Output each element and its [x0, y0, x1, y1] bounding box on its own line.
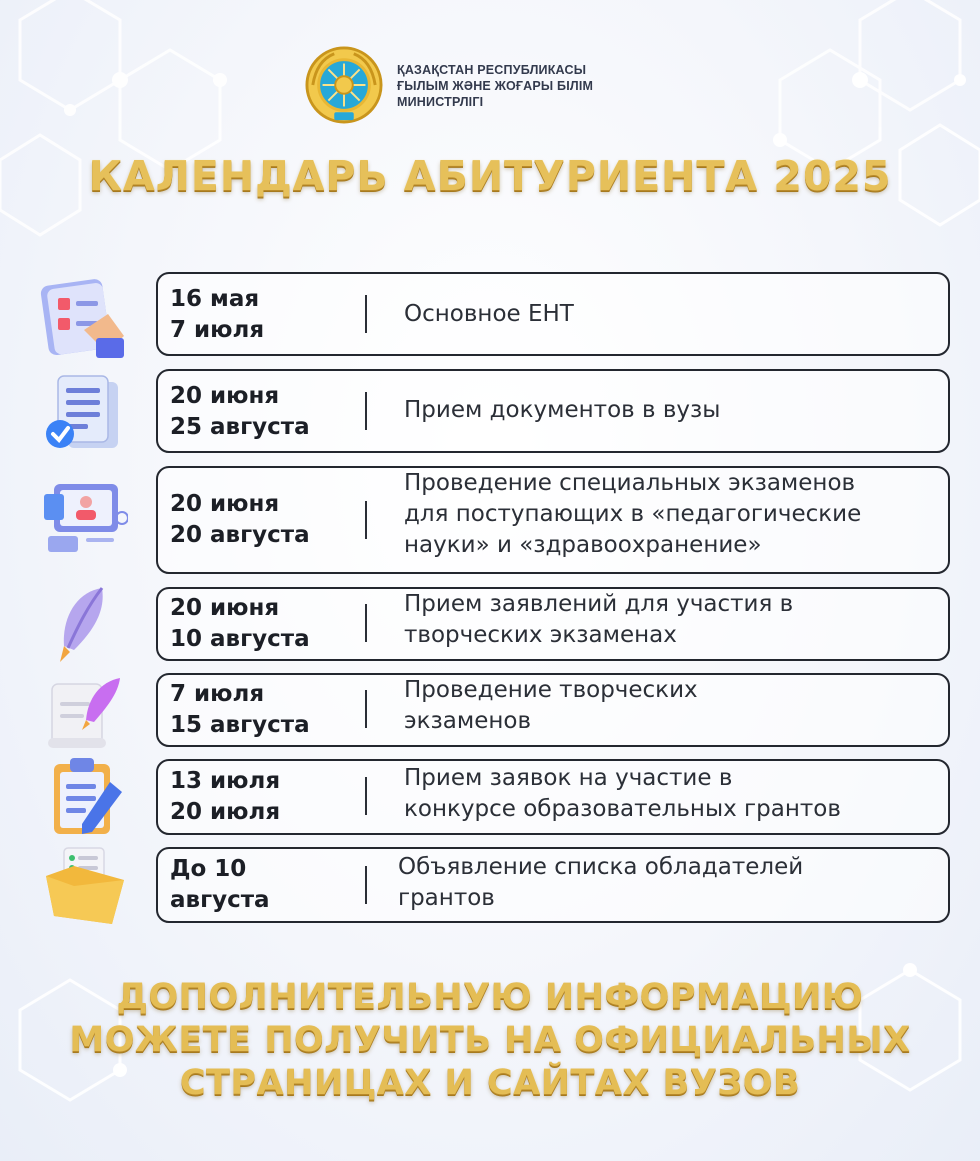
date-range	[170, 766, 280, 828]
date-range	[170, 679, 310, 741]
online-profile-icon	[38, 476, 128, 566]
divider	[365, 295, 367, 333]
event-description	[404, 468, 861, 561]
schedule-card-4	[156, 587, 950, 661]
ministry-line-3: МИНИСТРЛІГІ	[397, 95, 484, 109]
divider	[365, 690, 367, 728]
schedule-card-2	[156, 369, 950, 453]
date-start: 16 мая	[170, 286, 260, 312]
description-line: грантов	[398, 885, 495, 911]
footer-line-1: ДОПОЛНИТЕЛЬНУЮ ИНФОРМАЦИЮ	[116, 977, 864, 1017]
date-end: 10 августа	[170, 626, 310, 652]
divider	[365, 777, 367, 815]
date-range	[170, 854, 270, 916]
date-end: 20 августа	[170, 522, 310, 548]
divider	[365, 501, 367, 539]
date-range	[170, 284, 264, 346]
date-end: 7 июля	[170, 317, 265, 343]
schedule-card-3	[156, 466, 950, 574]
event-description	[404, 675, 698, 737]
date-start: 7 июля	[170, 681, 265, 707]
footer-line-3: СТРАНИЦАХ И САЙТАХ ВУЗОВ	[179, 1063, 801, 1103]
ministry-line-1: ҚАЗАҚСТАН РЕСПУБЛИКАСЫ	[397, 63, 587, 77]
schedule-card-1	[156, 272, 950, 356]
date-start: До 10	[170, 856, 247, 882]
date-end: августа	[170, 887, 270, 913]
description-line: для поступающих в «педагогические	[404, 501, 862, 527]
documents-check-icon	[38, 372, 128, 462]
schedule-card-5	[156, 673, 950, 747]
event-description	[404, 589, 793, 651]
test-checklist-icon	[36, 274, 126, 364]
divider	[365, 392, 367, 430]
quill-pen-icon	[36, 582, 126, 672]
description-line: Проведение специальных экзаменов	[404, 470, 856, 496]
description-line: Прием документов в вузы	[404, 397, 721, 423]
footer-line-2: МОЖЕТЕ ПОЛУЧИТЬ НА ОФИЦИАЛЬНЫХ	[69, 1020, 911, 1060]
ministry-name	[397, 62, 593, 110]
description-line: творческих экзаменах	[404, 622, 677, 648]
folder-documents-icon	[40, 840, 130, 930]
date-range	[170, 489, 310, 551]
description-line: Прием заявлений для участия в	[404, 591, 794, 617]
event-description	[404, 299, 574, 330]
schedule-card-6	[156, 759, 950, 835]
divider	[365, 866, 367, 904]
description-line: экзаменов	[404, 708, 532, 734]
description-line: конкурсе образовательных грантов	[404, 796, 841, 822]
date-start: 20 июня	[170, 383, 280, 409]
clipboard-pen-icon	[40, 752, 130, 842]
state-emblem-icon	[305, 46, 383, 124]
divider	[365, 604, 367, 642]
date-range	[170, 593, 310, 655]
date-start: 13 июля	[170, 768, 281, 794]
page-title: КАЛЕНДАРЬ АБИТУРИЕНТА 2025	[88, 152, 892, 200]
date-end: 20 июля	[170, 799, 281, 825]
date-end: 25 августа	[170, 414, 310, 440]
description-line: науки» и «здравоохранение»	[404, 532, 762, 558]
event-description	[398, 852, 803, 914]
date-end: 15 августа	[170, 712, 310, 738]
schedule-card-7	[156, 847, 950, 923]
date-start: 20 июня	[170, 595, 280, 621]
ministry-line-2: ҒЫЛЫМ ЖӘНЕ ЖОҒАРЫ БІЛІМ	[397, 79, 594, 93]
description-line: Объявление списка обладателей	[398, 854, 804, 880]
scroll-quill-icon	[40, 668, 130, 758]
ministry-header	[305, 46, 705, 126]
event-description	[404, 395, 720, 426]
description-line: Проведение творческих	[404, 677, 698, 703]
description-line: Прием заявок на участие в	[404, 765, 733, 791]
event-description	[404, 763, 841, 825]
description-line: Основное ЕНТ	[404, 301, 574, 327]
date-range	[170, 381, 310, 443]
date-start: 20 июня	[170, 491, 280, 517]
footer-note	[0, 976, 980, 1105]
